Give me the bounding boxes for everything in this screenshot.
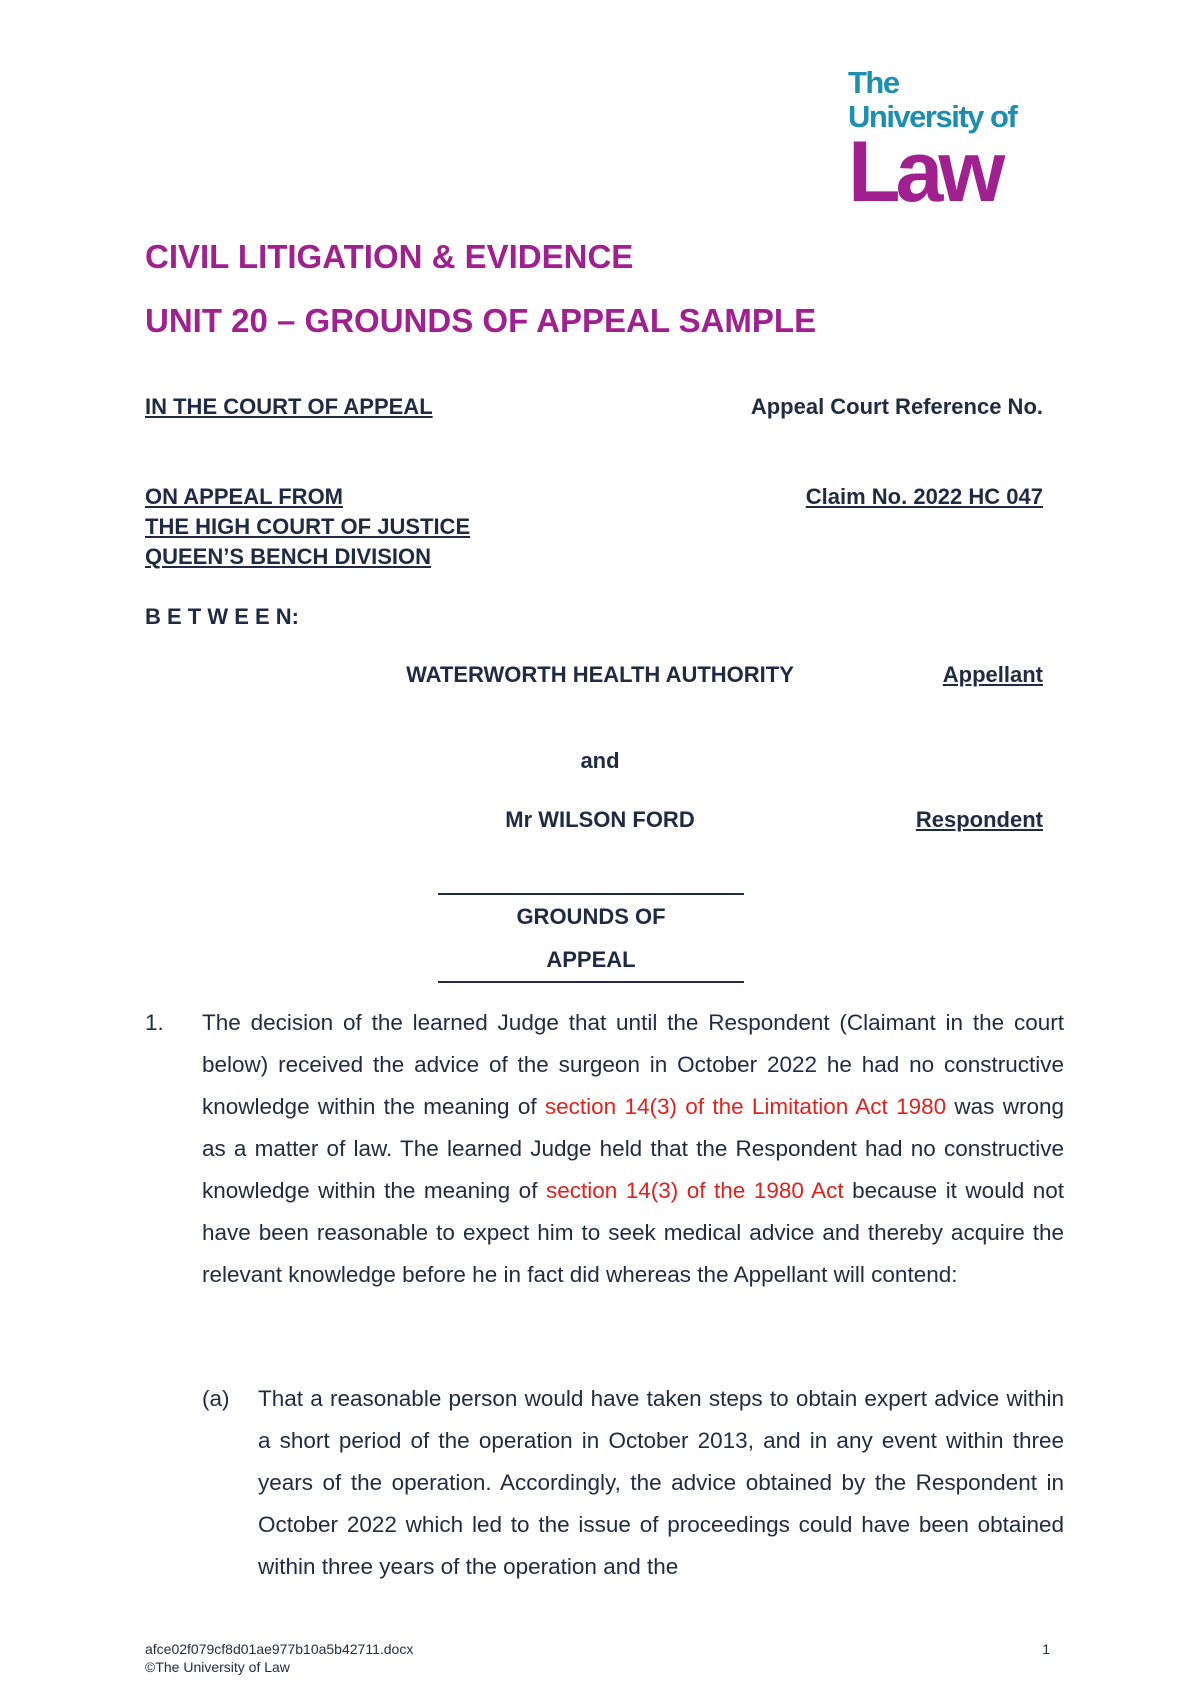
footer-copyright: ©The University of Law [145, 1659, 290, 1675]
appeal-from-line-1: ON APPEAL FROM [145, 484, 344, 509]
appeal-from-line-3: QUEEN’S BENCH DIVISION [145, 544, 432, 569]
grounds-heading-line-1: GROUNDS OF [516, 904, 666, 929]
subparagraph-a: That a reasonable person would have taken steps to obtain expert advice within a short period of the operation in October 2013, and in any event within three years of the operation. Accordingly, the advice obtained by the Respondent in October 2022 which led to the issue of proceedings could have been obtained within three years of the operation and the [258, 1386, 1064, 1579]
appeal-from-line-2: THE HIGH COURT OF JUSTICE [145, 514, 471, 539]
logo-line-university: University of [848, 99, 1017, 134]
appellant-role: Appellant [942, 662, 1043, 687]
paragraph-1-number: 1. [145, 1010, 164, 1035]
reference-label: Appeal Court Reference No. [750, 394, 1043, 419]
paragraph-1-text-c: because it would not have been reasonable to expect him to seek medical advice and thereby acquire the relevant knowledge before he in fact did whereas the Appellant will contend: [202, 1178, 1064, 1287]
between-label: B E T W E E N: [145, 604, 299, 629]
grounds-of-appeal-heading [438, 893, 744, 983]
document-title: CIVIL LITIGATION & EVIDENCE [145, 238, 634, 275]
footer-filename: afce02f079cf8d01ae977b10a5b42711.docx [145, 1641, 414, 1657]
court-name: IN THE COURT OF APPEAL [145, 394, 433, 419]
paragraph-1-text-b: was wrong as a matter of law. The learned Judge held that the Respondent had no constructive knowledge within the meaning of [202, 1094, 1064, 1203]
statute-reference-link-1[interactable]: section 14(3) of the Limitation Act 1980 [544, 1094, 947, 1119]
university-logo [848, 65, 1028, 220]
logo-line-law: Law [848, 124, 1001, 220]
footer [145, 1640, 413, 1676]
and-word: and [580, 748, 620, 773]
paragraph-1-text-a: The decision of the learned Judge that until the Respondent (Claimant in the court below) received the advice of the surgeon in October 2022 he had no constructive knowledge within the meaning of [202, 1010, 1064, 1119]
logo-line-the: The [848, 65, 899, 100]
appellant-name: WATERWORTH HEALTH AUTHORITY [406, 662, 794, 687]
subparagraph-a-number: (a) [202, 1386, 230, 1411]
respondent-name: Mr WILSON FORD [505, 807, 695, 832]
page-number: 1 [1042, 1641, 1050, 1657]
document-subtitle: UNIT 20 – GROUNDS OF APPEAL SAMPLE [145, 302, 817, 339]
statute-reference-link-2[interactable]: section 14(3) of the 1980 Act [545, 1178, 844, 1203]
paragraph-1 [202, 1002, 1064, 1296]
grounds-heading-line-2: APPEAL [546, 947, 636, 972]
claim-number: Claim No. 2022 HC 047 [805, 484, 1043, 509]
respondent-role: Respondent [915, 807, 1043, 832]
